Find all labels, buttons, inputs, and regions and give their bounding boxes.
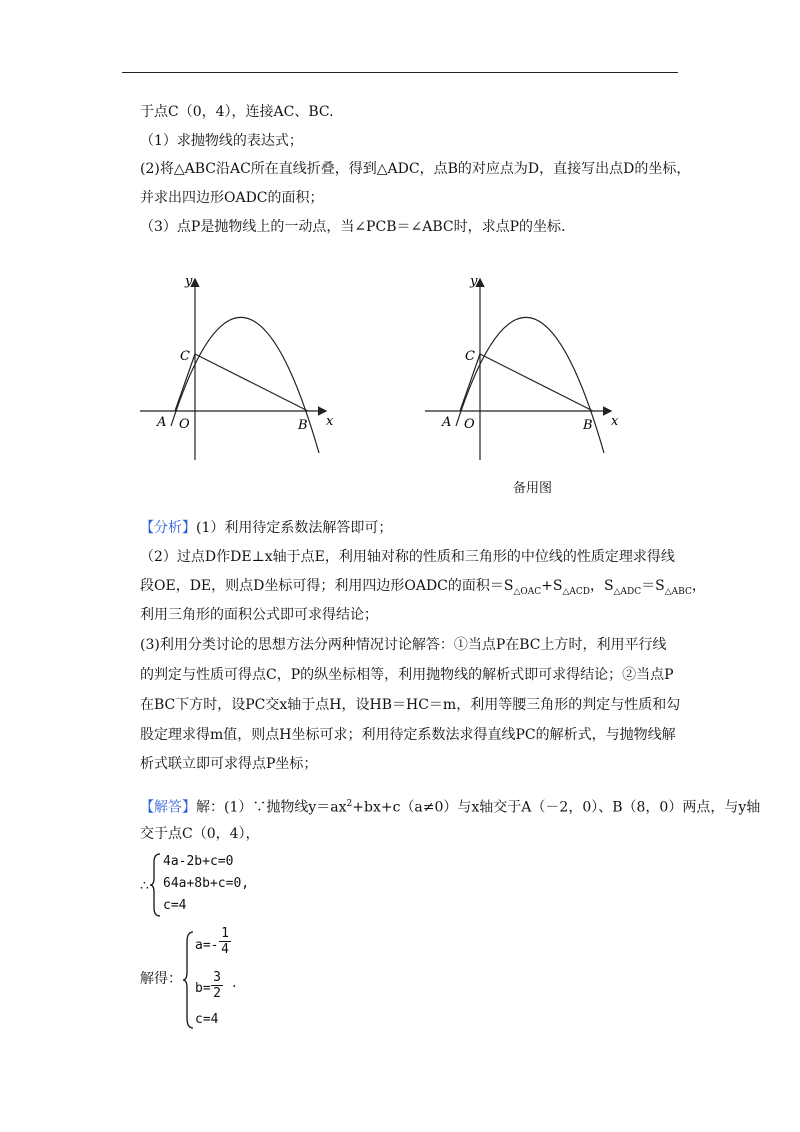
solution-line-1 bbox=[140, 795, 760, 817]
b-value bbox=[195, 981, 211, 996]
label-x: x bbox=[326, 414, 334, 429]
solution-text-1b: +bx+c（a≠0）与x轴交于A（－2，0）、B（8，0）两点，与y轴 bbox=[352, 799, 761, 816]
label-c: C bbox=[465, 349, 475, 364]
problem-part-1: （1）求抛物线的表达式； bbox=[140, 133, 303, 149]
analysis-text-1: (1）利用待定系数法解答即可； bbox=[196, 520, 393, 536]
c-value: c=4 bbox=[195, 1012, 219, 1027]
analysis-line-6: 的判定与性质可得点C，P的纵坐标相等，利用抛物线的解析式即可求得结论；②当点P bbox=[140, 667, 674, 683]
solution-text-1: 解：(1）∵抛物线y＝ax bbox=[196, 799, 347, 816]
b-fraction bbox=[211, 970, 223, 1001]
analysis-line-2: （2）过点D作DE⊥x轴于点E，利用轴对称的性质和三角形的中位线的性质定理求得线 bbox=[140, 549, 675, 565]
a-value bbox=[195, 938, 218, 953]
figure-main bbox=[135, 268, 350, 468]
label-a: A bbox=[157, 415, 167, 430]
b-prefix: b= bbox=[195, 981, 211, 996]
parabola bbox=[456, 317, 604, 453]
solve-label: 解得： bbox=[140, 971, 182, 987]
sub-oac: △OAC bbox=[513, 586, 542, 597]
b-denominator: 2 bbox=[213, 986, 221, 1001]
therefore-sign: ∴ bbox=[140, 878, 149, 894]
b-numerator: 3 bbox=[213, 970, 221, 985]
segment-bc bbox=[195, 354, 308, 411]
brace-system bbox=[150, 852, 162, 918]
solution-line-2: 交于点C（0，4）， bbox=[140, 826, 260, 842]
problem-line-1: 于点C（0，4），连接AC、BC. bbox=[140, 104, 334, 120]
solution-tag: 【解答】 bbox=[140, 799, 196, 816]
a-fraction bbox=[219, 926, 231, 957]
label-b: B bbox=[298, 418, 308, 433]
problem-part-3: （3）点P是抛物线上的一动点，当∠PCB＝∠ABC时，求点P的坐标. bbox=[140, 219, 566, 235]
label-o: O bbox=[464, 417, 475, 432]
analysis-line-1 bbox=[140, 519, 392, 537]
a-prefix: a=- bbox=[195, 938, 219, 953]
parabola bbox=[171, 317, 319, 453]
analysis-line-3: 段OE，DE，则点D坐标可得；利用四边形OADC的面积$=S_{\triangle OAC}+S_{\triangle ACD}$，$S_{\triangle ADC}=S_{\triangle ABC}$， bbox=[140, 578, 706, 597]
figure-caption: 备用图 bbox=[513, 481, 553, 496]
sub-abc: △ABC bbox=[664, 586, 692, 597]
a-denominator: 4 bbox=[221, 942, 229, 957]
brace-result bbox=[183, 930, 195, 1030]
label-a: A bbox=[442, 415, 452, 430]
a-numerator: 1 bbox=[221, 926, 229, 941]
segment-bc bbox=[480, 354, 593, 411]
sub-adc: △ADC bbox=[613, 586, 642, 597]
end-dot: . bbox=[232, 975, 237, 991]
sub-acd: △ACD bbox=[562, 586, 591, 597]
figure-backup bbox=[420, 268, 635, 468]
analysis-line-4: 利用三角形的面积公式即可求得结论； bbox=[140, 607, 378, 623]
analysis-line-7: 在BC下方时，设PC交x轴于点H，设HB＝HC＝m，利用等腰三角形的判定与性质和勾 bbox=[140, 697, 681, 713]
equation-2: 64a+8b+c=0, bbox=[163, 876, 250, 891]
analysis-text-3: 段OE，DE，则点D坐标可得；利用四边形OADC的面积＝S bbox=[140, 578, 514, 594]
label-o: O bbox=[179, 417, 190, 432]
label-x: x bbox=[611, 414, 619, 429]
analysis-line-9: 析式联立即可求得点P坐标； bbox=[140, 756, 318, 772]
equation-1: 4a-2b+c=0 bbox=[163, 854, 234, 869]
exponent-2: 2 bbox=[346, 799, 353, 809]
label-y: y bbox=[470, 274, 478, 289]
label-c: C bbox=[180, 349, 190, 364]
analysis-line-5: (3)利用分类讨论的思想方法分两种情况讨论解答：①当点P在BC上方时，利用平行线 bbox=[140, 637, 667, 653]
label-y: y bbox=[185, 274, 193, 289]
problem-part-2-cont: 并求出四边形OADC的面积； bbox=[140, 190, 324, 206]
problem-part-2: (2)将△ABC沿AC所在直线折叠，得到△ADC，点B的对应点为D，直接写出点D的坐标， bbox=[140, 161, 691, 177]
header-rule bbox=[122, 72, 678, 73]
analysis-tag: 【分析】 bbox=[140, 520, 196, 536]
label-b: B bbox=[583, 418, 593, 433]
equation-3: c=4 bbox=[163, 898, 187, 913]
analysis-line-8: 股定理求得m值，则点H坐标可求；利用待定系数法求得直线PC的解析式，与抛物线解 bbox=[140, 727, 676, 743]
